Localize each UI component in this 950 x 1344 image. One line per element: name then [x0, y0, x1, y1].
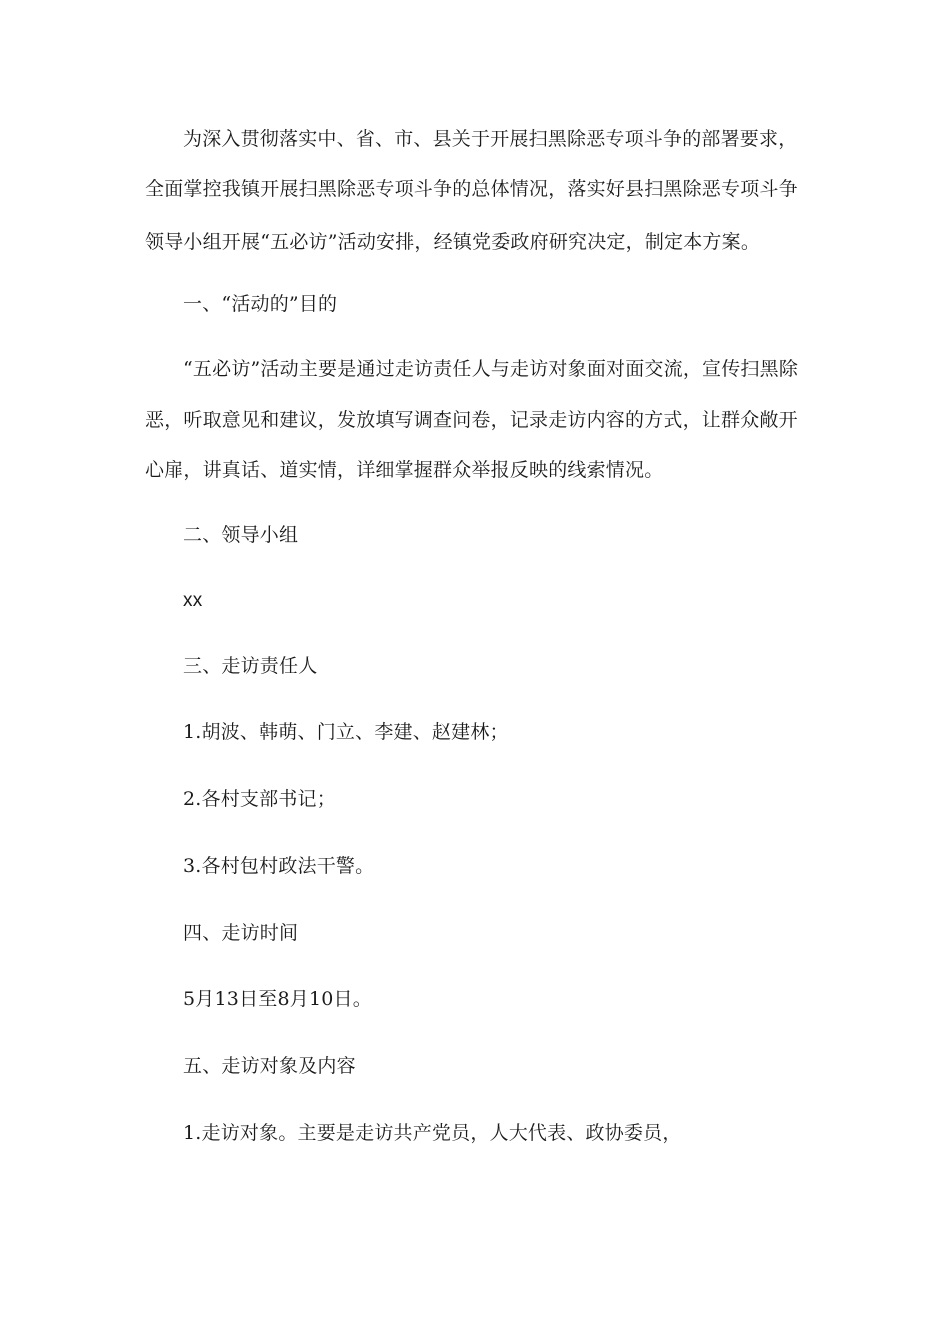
- intro-line-1: 为深入贯彻落实中、省、市、县关于开展扫黑除恶专项斗争的部署要求，: [183, 128, 798, 150]
- section-2-body: xx: [183, 590, 203, 611]
- section-5-item-1: 1.走访对象。主要是走访共产党员，人大代表、政协委员，: [183, 1122, 682, 1144]
- section-5-heading: 五、走访对象及内容: [183, 1055, 356, 1077]
- section-1-line-2: 恶，听取意见和建议，发放填写调查问卷，记录走访内容的方式，让群众敞开: [145, 409, 798, 431]
- section-3-heading: 三、走访责任人: [183, 655, 318, 677]
- intro-line-3: 领导小组开展“五必访”活动安排，经镇党委政府研究决定，制定本方案。: [145, 231, 761, 253]
- section-4-body: 5月13日至8月10日。: [183, 988, 372, 1010]
- section-3-item-2: 2.各村支部书记；: [183, 788, 336, 810]
- intro-line-2: 全面掌控我镇开展扫黑除恶专项斗争的总体情况，落实好县扫黑除恶专项斗争: [145, 178, 798, 200]
- section-1-line-1: “五必访”活动主要是通过走访责任人与走访对象面对面交流，宣传扫黑除: [183, 358, 799, 380]
- section-1-line-3: 心扉，讲真话、道实情，详细掌握群众举报反映的线索情况。: [145, 459, 664, 481]
- section-3-item-3: 3.各村包村政法干警。: [183, 855, 375, 877]
- section-1-heading: 一、“活动的”目的: [183, 293, 338, 315]
- section-2-heading: 二、领导小组: [183, 524, 299, 546]
- section-4-heading: 四、走访时间: [183, 922, 299, 944]
- section-3-item-1: 1.胡波、韩萌、门立、李建、赵建林；: [183, 721, 509, 743]
